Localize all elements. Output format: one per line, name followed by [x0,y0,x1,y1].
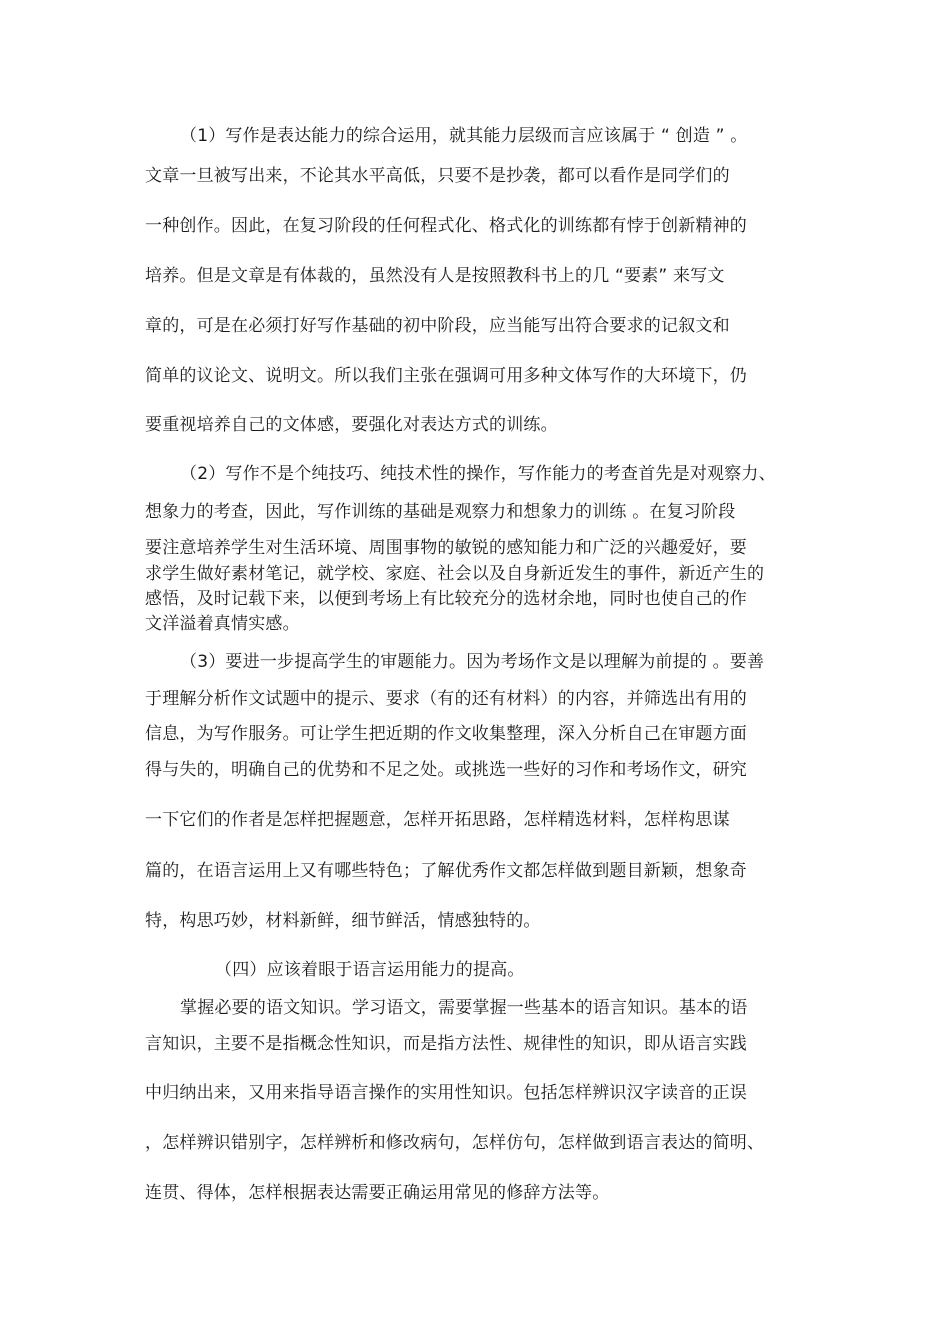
paragraph-line: 一种创作。因此，在复习阶段的任何程式化、格式化的训练都有悖于创新精神的 [145,216,747,236]
paragraph-line: ，怎样辨识错别字，怎样辨析和修改病句，怎样仿句，怎样做到语言表达的简明、 [145,1133,765,1153]
paragraph-line: 连贯、得体，怎样根据表达需要正确运用常见的修辞方法等。 [145,1183,610,1203]
paragraph-line: 言知识，主要不是指概念性知识，而是指方法性、规律性的知识，即从语言实践 [145,1034,747,1054]
paragraph-line: 得与失的，明确自己的优势和不足之处。或挑选一些好的习作和考场作文，研究 [145,760,747,780]
paragraph-line: 想象力的考查，因此，写作训练的基础是观察力和想象力的训练 。在复习阶段 [145,502,736,522]
paragraph-line: 求学生做好素材笔记，就学校、家庭、社会以及自身新近发生的事件，新近产生的 [145,564,765,584]
paragraph-line: 篇的，在语言运用上又有哪些特色；了解优秀作文都怎样做到题目新颖，想象奇 [145,861,747,881]
paragraph-line: 章的，可是在必须打好写作基础的初中阶段，应当能写出符合要求的记叙文和 [145,316,730,336]
paragraph-line: 要注意培养学生对生活环境、周围事物的敏锐的感知能力和广泛的兴趣爱好，要 [145,538,747,558]
paragraph-line: 文洋溢着真情实感。 [145,614,300,634]
paragraph-line: 信息，为写作服务。可让学生把近期的作文收集整理，深入分析自己在审题方面 [145,724,747,744]
paragraph-line: （2）写作不是个纯技巧、纯技术性的操作，写作能力的考查首先是对观察力、 [180,464,776,484]
paragraph-line: 一下它们的作者是怎样把握题意，怎样开拓思路，怎样精选材料，怎样构思谋 [145,810,730,830]
paragraph-line: 要重视培养自己的文体感，要强化对表达方式的训练。 [145,415,558,435]
paragraph-line: 简单的议论文、说明文。所以我们主张在强调可用多种文体写作的大环境下，仍 [145,366,747,386]
paragraph-line: （3）要进一步提高学生的审题能力。因为考场作文是以理解为前提的 。要善 [180,652,765,672]
paragraph-line: 培养。但是文章是有体裁的，虽然没有人是按照教科书上的几 “要素” 来写文 [145,266,725,286]
paragraph-line: （1）写作是表达能力的综合运用，就其能力层级而言应该属于 “ 创造 ” 。 [180,126,748,146]
paragraph-line: 感悟，及时记载下来，以便到考场上有比较充分的选材余地，同时也使自己的作 [145,589,747,609]
paragraph-line: 特，构思巧妙，材料新鲜，细节鲜活，情感独特的。 [145,911,541,931]
paragraph-line: 中归纳出来，又用来指导语言操作的实用性知识。包括怎样辨识汉字读音的正误 [145,1083,747,1103]
paragraph-line: 文章一旦被写出来，不论其水平高低，只要不是抄袭，都可以看作是同学们的 [145,166,730,186]
section-heading-text: （四）应该着眼于语言运用能力的提高。 [215,960,525,980]
paragraph-line: 掌握必要的语文知识。学习语文，需要掌握一些基本的语言知识。基本的语 [180,998,748,1018]
paragraph-line: 于理解分析作文试题中的提示、要求（有的还有材料）的内容，并筛选出有用的 [145,689,747,709]
